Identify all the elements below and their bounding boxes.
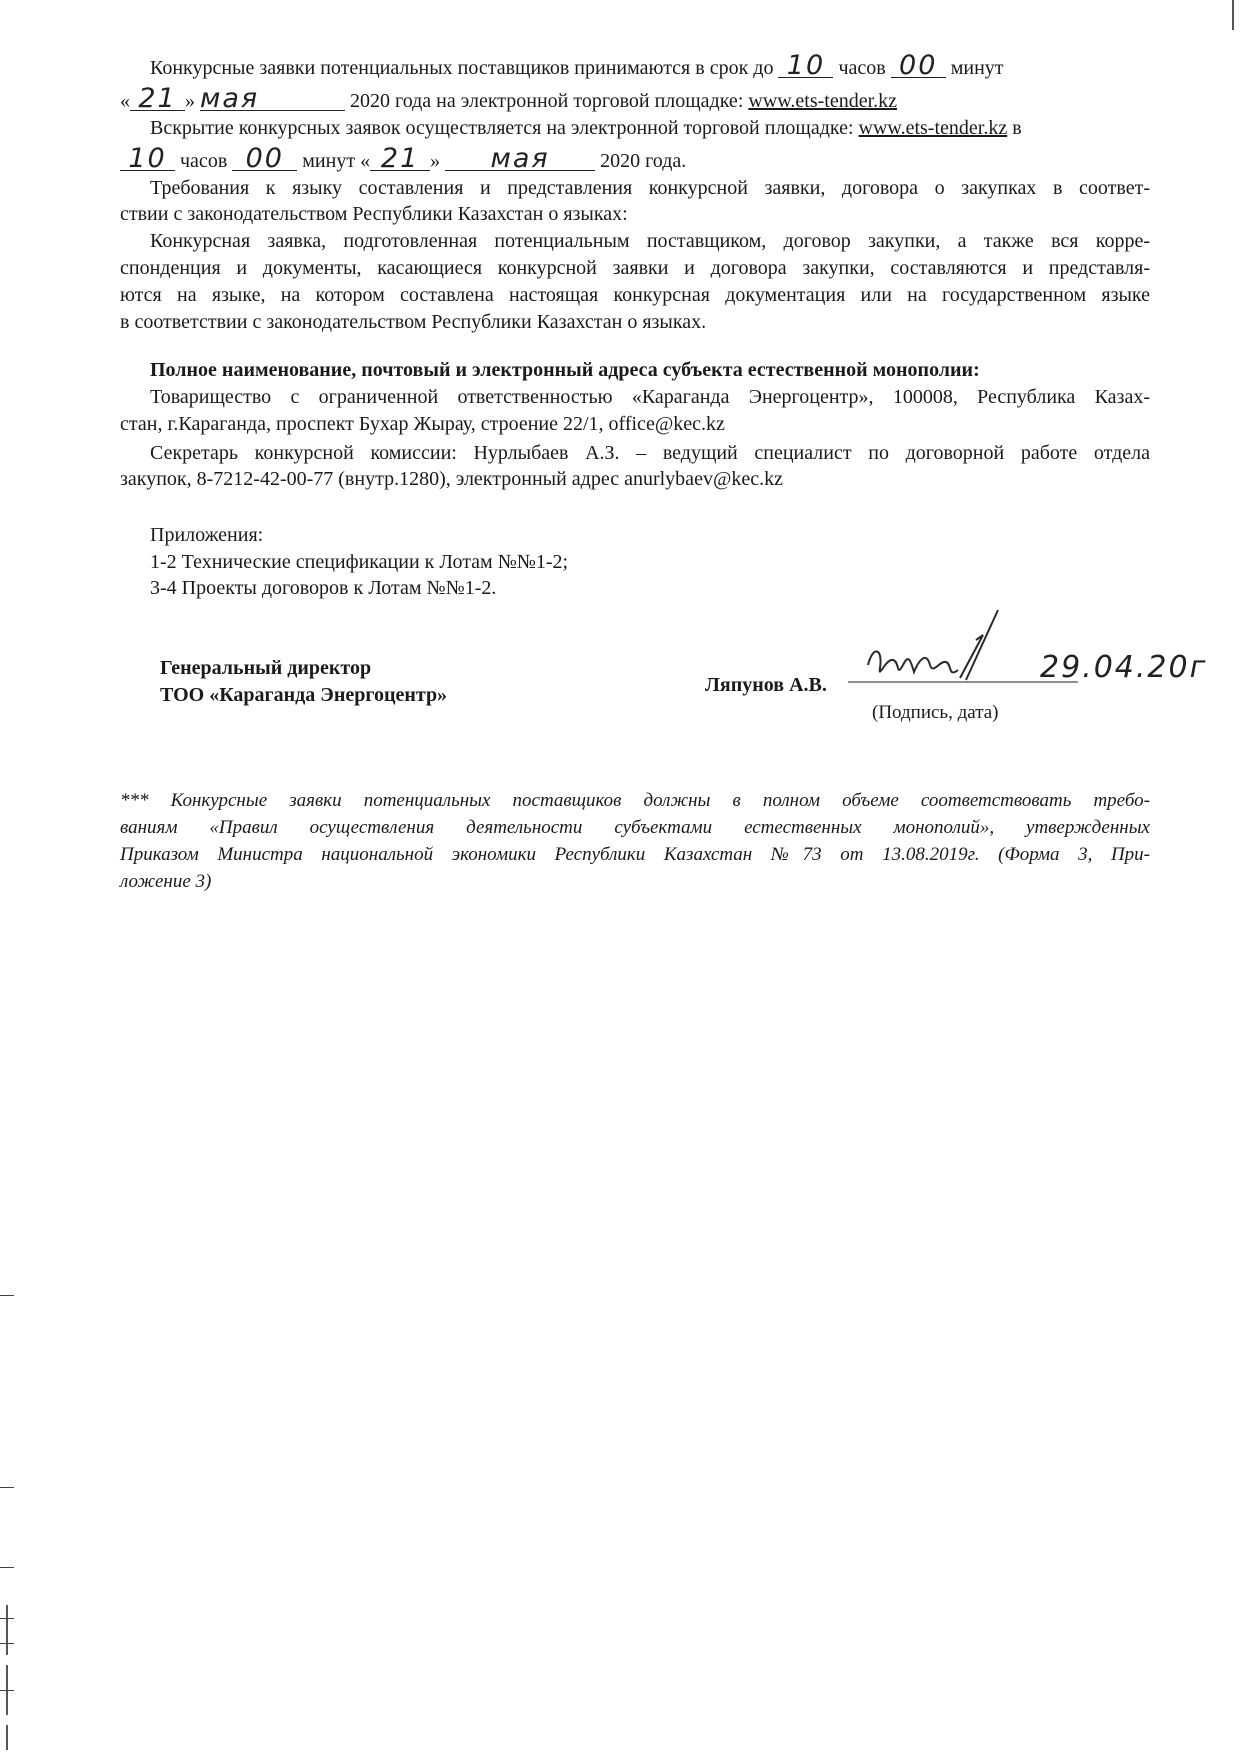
- handwritten-day: 21: [138, 83, 177, 114]
- director-name: Ляпунов А.В.: [705, 674, 827, 696]
- deadline-text: Конкурсные заявки потенциальных поставщиков принимаются в срок до: [150, 57, 774, 79]
- handwritten-opening-month: мая: [490, 143, 550, 174]
- opening-line-2: [120, 143, 1150, 174]
- scan-edge-mark: [0, 1567, 14, 1568]
- handwritten-month: мая: [200, 83, 260, 114]
- signature-caption: (Подпись, дата): [872, 702, 999, 723]
- director-title: Генеральный директор: [160, 657, 372, 679]
- opening-month-blank: [445, 143, 595, 174]
- opening-year: 2020 года.: [600, 150, 687, 172]
- hours-label: часов: [838, 57, 886, 79]
- language-req-line-2: ствии с законодательством Республики Казахстан о языках:: [120, 203, 628, 225]
- quote-open: «: [120, 90, 130, 112]
- handwritten-opening-day: 21: [380, 143, 420, 174]
- scan-edge-mark: [0, 1643, 14, 1644]
- scan-edge-mark: [6, 1725, 8, 1750]
- appendix-title: Приложения:: [150, 524, 264, 546]
- month-blank: [200, 83, 345, 114]
- handwritten-signature-date: 29.04.20г: [1040, 650, 1208, 685]
- application-line-4: в соответствии с законодательством Республики Казахстан о языках.: [120, 311, 707, 333]
- handwritten-opening-minutes: 00: [245, 143, 284, 174]
- scan-edge-mark: [1232, 0, 1234, 30]
- application-line-2: спонденция и документы, касающиеся конкурсной заявки и договора закупки, составляются и представля-: [120, 257, 1150, 279]
- opening-text: Вскрытие конкурсных заявок осуществляется на электронной торговой площадке:: [150, 117, 854, 139]
- application-line-1: Конкурсная заявка, подготовленная потенциальным поставщиком, договор закупки, а также вся корре-: [150, 230, 1150, 252]
- opening-day-blank: [370, 143, 430, 174]
- scan-edge-mark: [0, 1487, 14, 1488]
- secretary-line-2: закупок, 8-7212-42-00-77 (внутр.1280), электронный адрес anurlybaev@kec.kz: [120, 468, 783, 490]
- appendix-item-2: 3-4 Проекты договоров к Лотам №№1-2.: [150, 577, 497, 599]
- secretary-line-1: Секретарь конкурсной комиссии: Нурлыбаев А.З. – ведущий специалист по договорной работе отдела: [150, 442, 1150, 464]
- scan-edge-mark: [0, 1295, 14, 1296]
- hours-blank: [778, 50, 833, 81]
- footnote-line-2: ваниям «Правил осуществления деятельности субъектами естественных монополий», утвержденных: [120, 817, 1150, 838]
- platform-text: 2020 года на электронной торговой площадке:: [350, 90, 744, 112]
- footnote-line-4: ложение 3): [120, 871, 212, 892]
- handwritten-hours: 10: [786, 50, 826, 81]
- opening-line-1: [150, 115, 1150, 141]
- entity-line-2: стан, г.Караганда, проспект Бухар Жырау, строение 22/1, office@kec.kz: [120, 413, 725, 435]
- entity-heading: Полное наименование, почтовый и электронный адреса субъекта естественной монополии:: [150, 359, 980, 381]
- opening-hours-blank: [120, 143, 175, 174]
- scan-edge-mark: [0, 1690, 14, 1691]
- scan-edge-mark: [0, 1618, 14, 1619]
- scan-edge-mark: [6, 1605, 8, 1655]
- language-req-line-1: Требования к языку составления и представления конкурсной заявки, договора о закупках в соответ-: [150, 177, 1150, 199]
- opening-hours-label: часов: [180, 150, 228, 172]
- entity-line-1: Товарищество с ограниченной ответственностью «Караганда Энергоцентр», 100008, Республика Казах-: [150, 386, 1150, 408]
- handwritten-opening-hours: 10: [128, 143, 167, 174]
- application-line-3: ются на языке, на котором составлена настоящая конкурсная документация или на государственном языке: [120, 284, 1150, 306]
- opening-in: в: [1012, 117, 1022, 139]
- deadline-line-1: [150, 50, 1150, 81]
- quote-close-2: »: [430, 150, 441, 172]
- minutes-label: минут: [950, 57, 1004, 79]
- ets-tender-link-2[interactable]: www.ets-tender.kz: [858, 117, 1008, 139]
- footnote-line-3: Приказом Министра национальной экономики Республики Казахстан №73 от 13.08.2019г. (Форма 3, При-: [120, 844, 1150, 865]
- opening-minutes-label: минут «: [302, 150, 371, 172]
- handwritten-minutes: 00: [899, 50, 938, 81]
- appendix-item-1: 1-2 Технические спецификации к Лотам №№1-2;: [150, 551, 569, 573]
- opening-minutes-blank: [232, 143, 297, 174]
- minutes-blank: [891, 50, 946, 81]
- company-name: ТОО «Караганда Энергоцентр»: [160, 684, 448, 706]
- ets-tender-link[interactable]: www.ets-tender.kz: [748, 90, 898, 112]
- footnote-line-1: *** Конкурсные заявки потенциальных поставщиков должны в полном объеме соответствовать требо-: [120, 790, 1150, 811]
- deadline-line-2: [120, 83, 1150, 114]
- quote-close: »: [185, 90, 195, 112]
- day-blank: [130, 83, 185, 114]
